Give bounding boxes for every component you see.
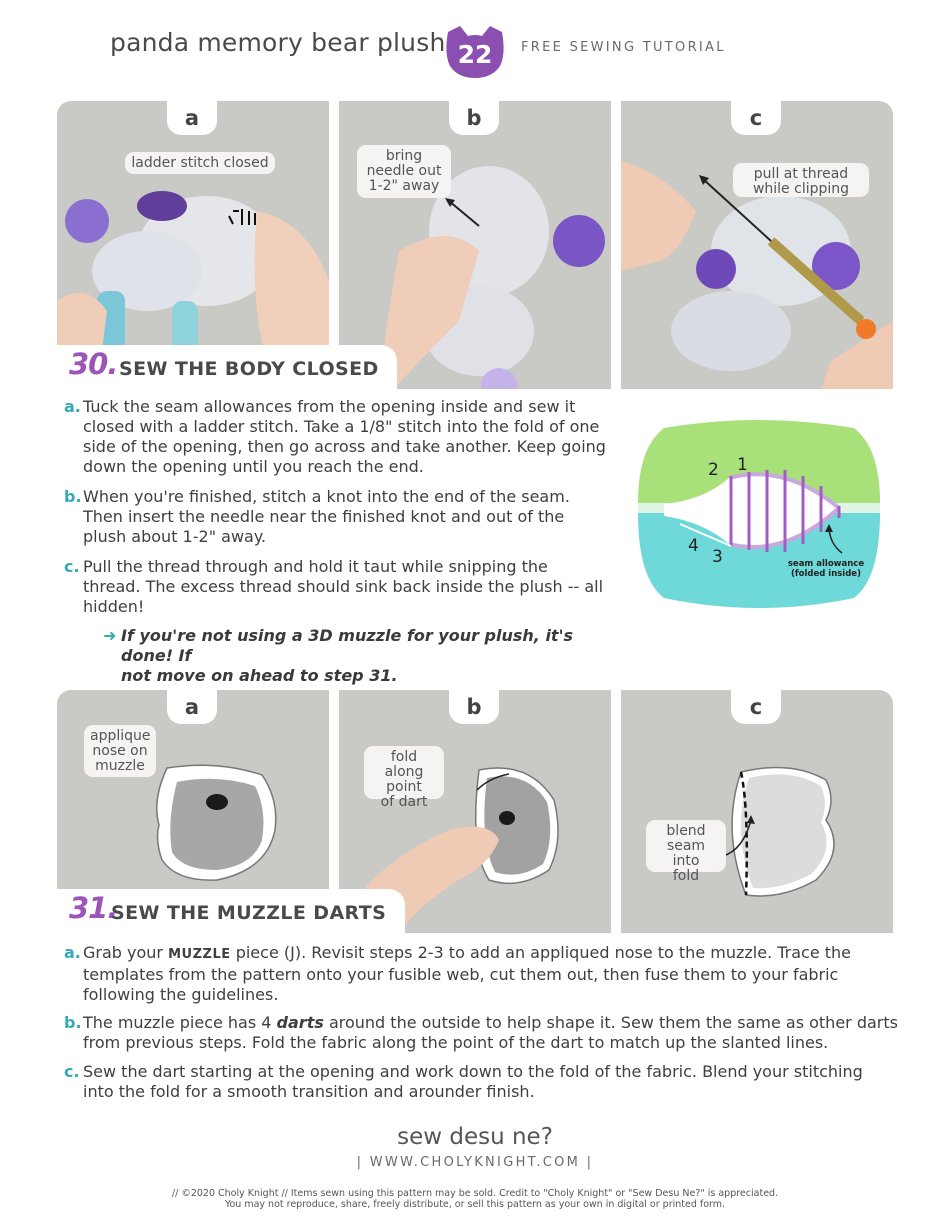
diagram-label-line2: (folded inside) [791, 569, 861, 579]
diagram-num-2: 2 [708, 460, 719, 480]
page-number: 22 [457, 40, 493, 69]
diagram-num-1: 1 [737, 455, 748, 475]
step30-photo-c [621, 101, 893, 389]
step30-note: ➜ If you're not using a 3D muzzle for your plush, it's done! If not move on ahead to step 31. [103, 626, 573, 685]
footer-url[interactable]: | WWW.CHOLYKNIGHT.COM | [356, 1155, 594, 1170]
photo-letter-a: a [167, 690, 217, 724]
page-number-badge [444, 24, 506, 78]
callout-ladder-stitch: ladder stitch closed [125, 152, 275, 174]
step30-instruction-b: b. When you're finished, stitch a knot into the end of the seam. Then insert the needle near the finished knot and out of the plush about 1-2" away. [64, 487, 570, 546]
photo-letter-b: b [449, 690, 499, 724]
callout-pull-thread: pull at thread while clipping [733, 163, 869, 197]
page-title: panda memory bear plush [110, 28, 446, 57]
photo-letter-a: a [167, 101, 217, 135]
arrow-right-icon: ➜ [103, 626, 117, 645]
diagram-num-3: 3 [712, 547, 723, 567]
step31-instruction-a: a. Grab your MUZZLE piece (J). Revisit steps 2-3 to add an appliqued nose to the muzzle. Trace the templates from the pattern onto your fusible web, cut them out, then fuse them to your fabric following the guidelines. [64, 943, 852, 1004]
nose-applique [206, 794, 228, 810]
step31-photo-c [621, 690, 893, 933]
muzzle-blend-illustration [621, 690, 893, 933]
callout-bring-needle: bring needle out 1-2" away [357, 145, 451, 198]
page-subtitle: FREE SEWING TUTORIAL [521, 40, 726, 55]
step30-title: SEW THE BODY CLOSED [119, 358, 379, 380]
step31-title: SEW THE MUZZLE DARTS [111, 902, 387, 924]
step31-instruction-b: b. The muzzle piece has 4 darts around the outside to help shape it. Sew them the same as other darts from previous steps. Fold the fabric along the point of the dart to match up the slanted lines. [64, 1013, 898, 1052]
step30-header [57, 345, 397, 389]
diagram-label-line1: seam allowance [787, 559, 865, 569]
callout-applique-nose: applique nose on muzzle [84, 725, 156, 777]
ladder-stitch-diagram [634, 418, 884, 613]
photo-letter-c: c [731, 690, 781, 724]
step31-number: 31. [69, 891, 118, 925]
step31-header [57, 889, 405, 933]
step30-number: 30. [69, 347, 118, 381]
step30-instruction-a: a. Tuck the seam allowances from the opening inside and sew it closed with a ladder stitch. Take a 1/8" stitch into the fold of one side of the opening, then go across and take another. Keep going down the opening until you reach the end. [64, 397, 606, 476]
step31-instruction-c: c. Sew the dart starting at the opening and work down to the fold of the fabric. Blend your stitching into the fold for a smooth transition and arounder finish. [64, 1062, 863, 1101]
step30-instruction-c: c. Pull the thread through and hold it taut while snipping the thread. The excess thread should sink back inside the plush -- all hidden! [64, 557, 604, 616]
photo-letter-b: b [449, 101, 499, 135]
callout-fold-dart: fold along point of dart [364, 746, 444, 799]
photo-letter-c: c [731, 101, 781, 135]
diagram-num-4: 4 [688, 536, 699, 556]
plush-clipping-illustration [621, 101, 893, 389]
callout-blend-seam: blend seam into fold [646, 820, 726, 872]
footer-brand: sew desu ne? [397, 1124, 553, 1150]
footer-legal: // ©2020 Choly Knight // Items sewn using this pattern may be sold. Credit to "Choly Knight" or "Sew Desu Ne?" is appreciated. You may not reproduce, share, freely distribute, or sell this pattern as your own in digital or printed form. [171, 1188, 779, 1210]
